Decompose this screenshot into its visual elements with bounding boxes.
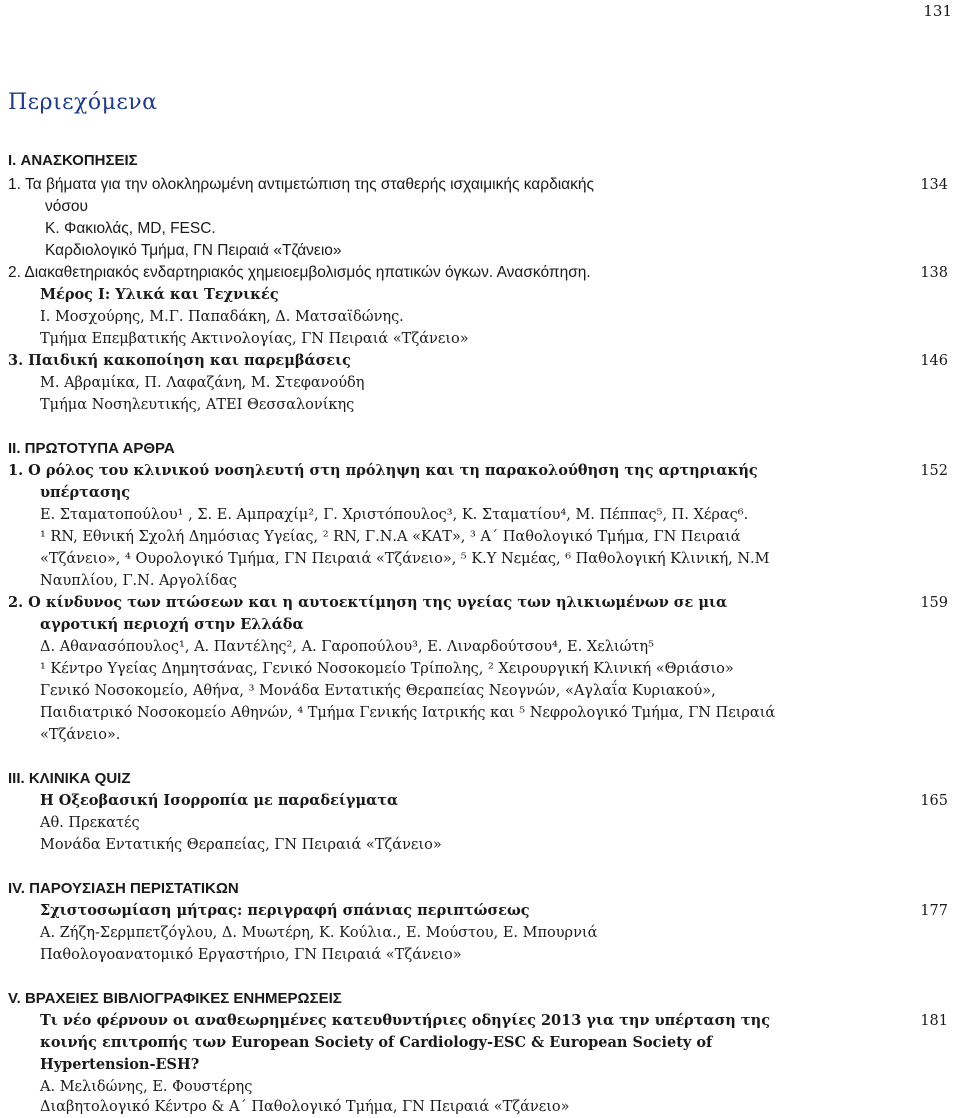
toc-line: Τι νέο φέρνουν οι αναθεωρημένες κατευθυντήριες οδηγίες 2013 για την υπέρταση της	[40, 1012, 771, 1029]
toc-line: «Τζάνειο», ⁴ Ουρολογικό Τμήμα, ΓΝ Πειραιά «Τζάνειο», ⁵ Κ.Υ Νεμέας, ⁶ Παθολογική Κλινική, Ν.Μ	[40, 551, 770, 567]
toc-line: 2. Διακαθετηριακός ενδαρτηριακός χημειοεμβολισμός ηπατικών όγκων. Ανασκόπηση.	[8, 264, 591, 281]
toc-line: Α. Μελιδώνης, Ε. Φουστέρης	[40, 1079, 253, 1095]
toc-line: 3. Παιδική κακοποίηση και παρεμβάσεις	[8, 352, 351, 369]
toc-page-number[interactable]: 152	[920, 463, 948, 479]
page-number: 131	[923, 2, 952, 20]
toc-line: Τμήμα Νοσηλευτικής, ΑΤΕΙ Θεσσαλονίκης	[40, 397, 355, 413]
toc-page-number[interactable]: 181	[920, 1013, 948, 1029]
toc-line: 2. Ο κίνδυνος των πτώσεων και η αυτοεκτίμηση της υγείας των ηλικιωμένων σε μια	[8, 594, 728, 611]
page-title: Περιεχόμενα	[8, 90, 158, 115]
toc-line: ¹ Κέντρο Υγείας Δημητσάνας, Γενικό Νοσοκομείο Τρίπολης, ² Χειρουργική Κλινική «Θριάσιο»	[40, 661, 734, 677]
toc-line: Διαβητολογικό Κέντρο & Α΄ Παθολογικό Τμήμα, ΓΝ Πειραιά «Τζάνειο»	[40, 1099, 570, 1115]
toc-line: Ι. Μοσχούρης, Μ.Γ. Παπαδάκη, Δ. Ματσαϊδώνης.	[40, 309, 404, 325]
section-heading: II. ΠΡΩΤΟΤΥΠΑ ΑΡΘΡΑ	[8, 440, 175, 457]
toc-page-number[interactable]: 146	[920, 353, 948, 369]
toc-line: Σχιστοσωμίαση μήτρας: περιγραφή σπάνιας περιπτώσεως	[40, 902, 530, 919]
section-heading: V. ΒΡΑΧΕΙΕΣ ΒΙΒΛΙΟΓΡΑΦΙΚΕΣ ΕΝΗΜΕΡΩΣΕΙΣ	[8, 990, 342, 1007]
toc-line: υπέρτασης	[40, 484, 131, 501]
toc-line: Μονάδα Εντατικής Θεραπείας, ΓΝ Πειραιά «Τζάνειο»	[40, 837, 442, 853]
toc-line: Παθολογοανατομικό Εργαστήριο, ΓΝ Πειραιά «Τζάνειο»	[40, 947, 462, 963]
toc-line: Ναυπλίου, Γ.Ν. Αργολίδας	[40, 573, 237, 589]
toc-line: Κ. Φακιολάς, MD, FESC.	[45, 220, 216, 237]
table-of-contents	[8, 0, 948, 1115]
toc-line: Γενικό Νοσοκομείο, Αθήνα, ³ Μονάδα Εντατικής Θεραπείας Νεογνών, «Αγλαΐα Κυριακού»,	[40, 683, 716, 699]
toc-page-number[interactable]: 138	[920, 265, 948, 281]
toc-line: 1. Τα βήματα για την ολοκληρωμένη αντιμετώπιση της σταθερής ισχαιμικής καρδιακής	[8, 176, 594, 193]
toc-page-number[interactable]: 177	[920, 903, 948, 919]
toc-line: ¹ RN, Εθνική Σχολή Δημόσιας Υγείας, ² RN, Γ.Ν.Α «ΚΑΤ», ³ Α΄ Παθολογικό Τμήμα, ΓΝ Πειραιά	[40, 529, 741, 545]
toc-line: νόσου	[45, 198, 89, 215]
toc-line: Hypertension-ESH?	[40, 1056, 200, 1073]
toc-line: Μέρος I: Υλικά και Τεχνικές	[40, 286, 279, 303]
section-heading: IV. ΠΑΡΟΥΣΙΑΣΗ ΠΕΡΙΣΤΑΤΙΚΩΝ	[8, 880, 239, 897]
section-heading: I. ΑΝΑΣΚΟΠΗΣΕΙΣ	[8, 152, 138, 169]
section-heading: III. ΚΛΙΝΙΚΑ QUIZ	[8, 770, 131, 787]
toc-line: Τμήμα Επεμβατικής Ακτινολογίας, ΓΝ Πειραιά «Τζάνειο»	[40, 331, 469, 347]
toc-line: 1. Ο ρόλος του κλινικού νοσηλευτή στη πρόληψη και τη παρακολούθηση της αρτηριακής	[8, 462, 758, 479]
toc-page-number[interactable]: 134	[920, 177, 948, 193]
toc-page-number[interactable]: 165	[920, 793, 948, 809]
toc-line: Η Οξεοβασική Ισορροπία με παραδείγματα	[40, 792, 399, 809]
toc-line: Μ. Αβραμίκα, Π. Λαφαζάνη, Μ. Στεφανούδη	[40, 375, 365, 391]
toc-line: κοινής επιτροπής των European Society of Cardiology-ESC & European Society of	[40, 1034, 713, 1051]
toc-line: Δ. Αθανασόπουλος¹, Α. Παντέλης², Α. Γαροπούλου³, Ε. Λιναρδούτσου⁴, Ε. Χελιώτη⁵	[40, 639, 654, 655]
toc-line: Α. Ζήζη-Σερμπετζόγλου, Δ. Μυωτέρη, Κ. Κούλια., Ε. Μούστου, Ε. Μπουρνιά	[40, 925, 598, 941]
toc-line: αγροτική περιοχή στην Ελλάδα	[40, 616, 304, 633]
toc-line: Παιδιατρικό Νοσοκομείο Αθηνών, ⁴ Τμήμα Γενικής Ιατρικής και ⁵ Νεφρολογικό Τμήμα, ΓΝ Πειραιά	[40, 705, 776, 721]
toc-page-number[interactable]: 159	[920, 595, 948, 611]
toc-line: Ε. Σταματοπούλου¹ , Σ. Ε. Αμπραχίμ², Γ. Χριστόπουλος³, Κ. Σταματίου⁴, Μ. Πέππας⁵, Π. Χέρας⁶.	[40, 507, 749, 523]
toc-line: «Τζάνειο».	[40, 727, 121, 743]
toc-line: Αθ. Πρεκατές	[40, 815, 140, 831]
toc-line: Καρδιολογικό Τμήμα, ΓΝ Πειραιά «Τζάνειο»	[45, 242, 342, 259]
